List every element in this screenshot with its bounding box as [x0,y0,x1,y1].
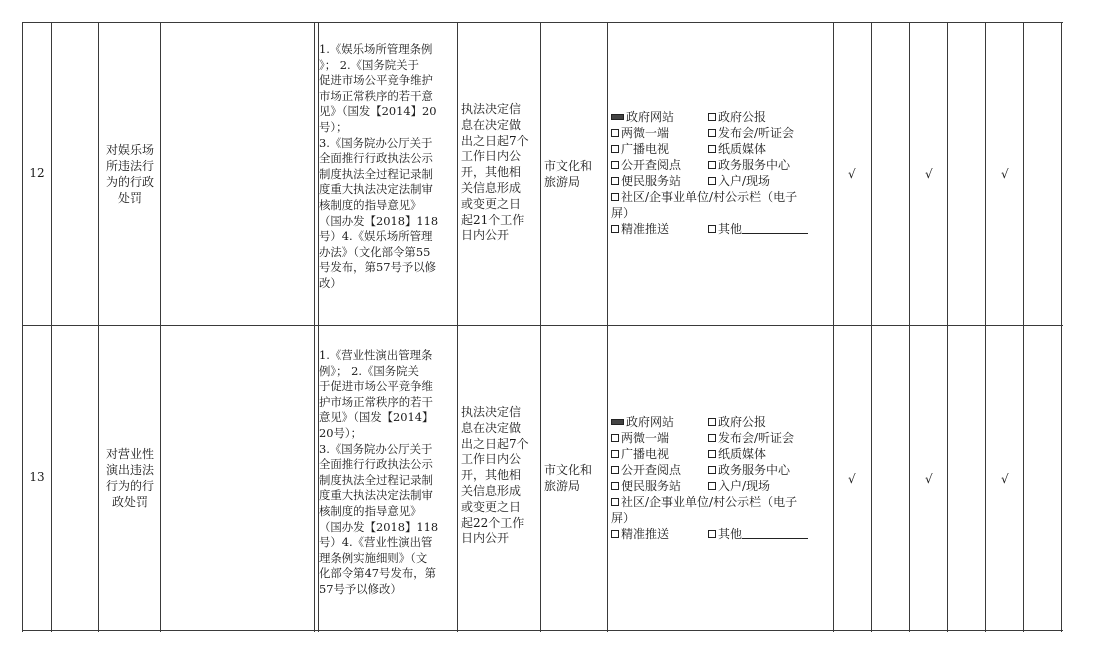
check-mark: √ [848,472,856,486]
channel-label: 社区/企事业单位/村公示栏（电子 [621,495,798,509]
channel-label: 政务服务中心 [718,158,791,172]
check-mark: √ [848,167,856,181]
channel-row [611,478,833,494]
checkbox-icon [708,177,716,185]
channel-label: 发布会/听证会 [718,126,795,140]
checkbox-icon [708,161,716,169]
table-top-border [22,22,1063,23]
channel-row [611,173,833,189]
checkbox-icon [611,466,619,474]
channel-label: 精准推送 [621,222,670,236]
table-bottom-border [22,630,322,631]
fill-in-blank [742,223,808,234]
legal-basis: 1.《营业性演出管理条 例》； 2.《国务院关 于促进市场公平竞争维 护市场正常秩序的若干 意见》（国发【2014】 20号）； 3.《国务院办公厅关于 全面推行行政执法公示 制度执法全过程记录制 度重大执法决定法制审 核制度的指导意见》 （国办发【2018】118 号）4.《营业性演出管 理条例实施细则》（文 化部令第47号发布，第 57号予以修改） [319,348,439,596]
channel-row [611,414,833,430]
checkbox-icon [611,129,619,137]
checkbox-icon [611,450,619,458]
checkbox-icon [611,161,619,169]
row-divider [22,325,1063,326]
row-index: 12 [29,165,45,180]
channel-label: 入户/现场 [718,479,771,493]
channel-label: 政务服务中心 [718,463,791,477]
checkbox-icon [611,193,619,201]
channel-row [611,446,833,462]
channel-label: 发布会/听证会 [718,431,795,445]
checkbox-icon [611,225,619,233]
col-border [833,22,834,632]
channel-row [611,526,833,542]
responsible-agency: 市文化和 旅游局 [544,159,593,189]
channel-label: 纸质媒体 [718,447,767,461]
fill-in-blank [742,528,808,539]
col-border [607,22,608,632]
disclosure-channels [611,109,833,237]
channel-row [611,430,833,446]
legal-basis: 1.《娱乐场所管理条例 》； 2.《国务院关于 促进市场公平竞争维护 市场正常秩序的若干意 见》（国发【2014】20 号）； 3.《国务院办公厅关于 全面推行行政执法公示 制度执法全过程记录制 度重大执法决定法制审 核制度的指导意见》 （国办发【2018】118 号）4.《娱乐场所管理 办法》（文化部令第55 号发布，第57号予以修 改） [319,42,439,290]
item-name: 对营业性 演出违法 行为的行 政处罚 [105,447,154,509]
checkbox-icon [611,482,619,490]
checkbox-icon [708,225,716,233]
channel-label: 入户/现场 [718,174,771,188]
channel-label: 政府网站 [626,110,675,124]
checkbox-icon [611,530,619,538]
channel-label: 广播电视 [621,447,670,461]
channel-label: 政府公报 [718,110,767,124]
channel-label: 两微一端 [621,126,670,140]
disclosure-timing: 执法决定信 息在决定做 出之日起7个 工作日内公 开，其他相 关信息形成 或变更之日 起21个工作 日内公开 [461,102,529,243]
col-border [160,22,161,632]
channel-label: 政府公报 [718,415,767,429]
checkbox-icon [708,482,716,490]
channel-row [611,510,833,526]
disclosure-channels [611,414,833,542]
col-border [314,22,315,632]
checkbox-icon [708,450,716,458]
channel-row [611,125,833,141]
col-border [909,22,910,632]
checkbox-icon [611,177,619,185]
checkbox-icon [708,466,716,474]
channel-label: 政府网站 [626,415,675,429]
channel-row [611,221,833,237]
channel-label: 屏） [611,511,636,525]
channel-label: 便民服务站 [621,479,682,493]
channel-row [611,462,833,478]
channel-label: 便民服务站 [621,174,682,188]
checkbox-icon [611,498,619,506]
channel-row [611,109,833,125]
col-border [871,22,872,632]
col-border [1061,22,1062,632]
channel-label: 其他 [718,222,743,236]
checkbox-icon [708,530,716,538]
check-mark: √ [1001,472,1009,486]
channel-row [611,157,833,173]
channel-label: 广播电视 [621,142,670,156]
col-border [1023,22,1024,632]
checkbox-icon [708,129,716,137]
channel-label: 公开查阅点 [621,463,682,477]
checkbox-icon [611,145,619,153]
channel-label: 纸质媒体 [718,142,767,156]
checkbox-icon [708,434,716,442]
channel-label: 精准推送 [621,527,670,541]
checkbox-icon [708,145,716,153]
channel-label: 社区/企事业单位/村公示栏（电子 [621,190,798,204]
responsible-agency: 市文化和 旅游局 [544,463,593,493]
col-border [985,22,986,632]
col-border [457,22,458,632]
checkbox-icon [708,113,716,121]
col-border [540,22,541,632]
channel-label: 两微一端 [621,431,670,445]
disclosure-table [22,22,1063,632]
col-border [51,22,52,632]
check-mark: √ [1001,167,1009,181]
row-index: 13 [29,470,45,485]
checkbox-checked-icon [611,114,624,120]
col-border [947,22,948,632]
channel-row [611,189,833,205]
channel-row [611,141,833,157]
channel-row [611,494,833,510]
disclosure-timing: 执法决定信 息在决定做 出之日起7个 工作日内公 开，其他相 关信息形成 或变更之日 起22个工作 日内公开 [461,405,529,546]
channel-row [611,205,833,221]
check-mark: √ [925,472,933,486]
table-bottom-border-right [322,630,1063,631]
col-border [98,22,99,632]
channel-label: 其他 [718,527,743,541]
checkbox-icon [708,418,716,426]
item-name: 对娱乐场 所违法行 为的行政 处罚 [105,142,154,205]
checkbox-checked-icon [611,419,624,425]
channel-label: 公开查阅点 [621,158,682,172]
check-mark: √ [925,167,933,181]
channel-label: 屏） [611,206,636,220]
checkbox-icon [611,434,619,442]
